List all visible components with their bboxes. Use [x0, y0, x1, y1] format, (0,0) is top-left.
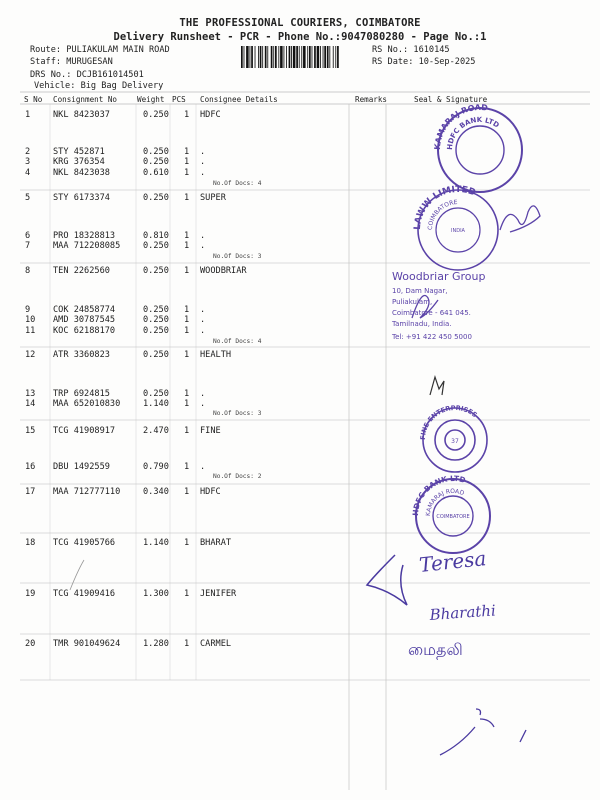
fine-stamp-text: FINE ENTERPRISES — [418, 403, 479, 441]
row-sno: 6 — [25, 231, 31, 241]
row-sno: 15 — [25, 426, 36, 436]
svg-text:Tel: +91 422 450 5000: Tel: +91 422 450 5000 — [392, 333, 472, 341]
row-pcs: 1 — [184, 350, 190, 360]
signature-row-12 — [430, 377, 444, 395]
row-weight: 0.810 — [143, 231, 169, 241]
row-weight: 2.470 — [143, 426, 169, 436]
row-sno: 14 — [25, 399, 36, 409]
handwritten-date — [440, 709, 494, 755]
row-weight: 0.790 — [143, 462, 169, 472]
row-weight: 0.250 — [143, 110, 169, 120]
row-pcs: 1 — [184, 168, 190, 178]
row-weight: 0.250 — [143, 241, 169, 251]
hdfc-stamp-2-text-inner: KAMARAJ ROAD — [424, 487, 466, 517]
row-pcs: 1 — [184, 315, 190, 325]
row-weight: 0.250 — [143, 305, 169, 315]
row-sno: 11 — [25, 326, 36, 336]
row-consignee: . — [200, 231, 206, 241]
row-sno: 17 — [25, 487, 36, 497]
row-pcs: 1 — [184, 389, 190, 399]
row-weight: 0.250 — [143, 266, 169, 276]
row-consignee: . — [200, 305, 206, 315]
row-consignee: . — [200, 241, 206, 251]
row-consignee: . — [200, 147, 206, 157]
row-pcs: 1 — [184, 147, 190, 157]
row-sno: 13 — [25, 389, 36, 399]
row-consignment: STY 452871 — [53, 147, 105, 157]
signature-row-19: Bharathi — [429, 601, 497, 624]
row-weight: 1.280 — [143, 639, 169, 649]
laww-stamp-text-inner: COIMBATORE — [426, 198, 458, 231]
col-sno: S No — [24, 95, 43, 104]
woodbriar-stamp-name: Woodbriar Group — [392, 270, 486, 283]
row-consignee: JENIFER — [200, 589, 237, 599]
row-pcs: 1 — [184, 538, 190, 548]
row-pcs: 1 — [184, 193, 190, 203]
row-consignment: NKL 8423038 — [53, 168, 110, 178]
row-pcs: 1 — [184, 399, 190, 409]
row-weight: 0.250 — [143, 147, 169, 157]
signature-row-18: Teresa — [418, 546, 488, 577]
row-consignee: BHARAT — [200, 538, 232, 548]
drs-label: DRS No.: DCJB161014501 — [30, 70, 144, 80]
row-consignment: KOC 62188170 — [53, 326, 116, 336]
doc-count: No.Of Docs: 3 — [213, 410, 262, 417]
svg-text:Coimbatore - 641 045.: Coimbatore - 641 045. — [392, 309, 471, 317]
row-consignee: . — [200, 168, 206, 178]
row-sno: 8 — [25, 266, 31, 276]
row-consignee: HDFC — [200, 487, 221, 497]
col-seal: Seal & Signature — [414, 95, 488, 104]
row-pcs: 1 — [184, 639, 190, 649]
row-sno: 5 — [25, 193, 31, 203]
row-weight: 1.140 — [143, 538, 169, 548]
row-consignee: . — [200, 315, 206, 325]
row-weight: 0.250 — [143, 193, 169, 203]
row-pcs: 1 — [184, 241, 190, 251]
row-sno: 2 — [25, 147, 31, 157]
row-consignment: KRG 376354 — [53, 157, 105, 167]
hdfc-stamp-2-center: COIMBATORE — [436, 514, 470, 520]
row-consignee: . — [200, 462, 206, 472]
route-label: Route: PULIAKULAM MAIN ROAD — [30, 45, 170, 55]
col-weight: Weight — [137, 95, 165, 104]
row-consignment: TMR 901049624 — [53, 639, 121, 649]
svg-text:Tamilnadu, India.: Tamilnadu, India. — [392, 320, 452, 328]
row-consignment: TCG 41908917 — [53, 426, 116, 436]
hdfc-stamp-1-text-inner: HDFC BANK LTD — [445, 115, 501, 151]
row-weight: 0.250 — [143, 389, 169, 399]
vehicle-label: Vehicle: Big Bag Delivery — [34, 81, 164, 91]
laww-stamp-text-outer: LAWW LIMITED — [412, 184, 477, 231]
col-remarks: Remarks — [355, 95, 388, 104]
doc-count: No.Of Docs: 4 — [213, 338, 262, 345]
fine-stamp-center: 37 — [451, 438, 459, 445]
rs-date: RS Date: 10-Sep-2025 — [372, 57, 476, 67]
row-sno: 4 — [25, 168, 31, 178]
row-consignment: TRP 6924815 — [53, 389, 110, 399]
signature-row-5 — [500, 206, 540, 232]
staff-label: Staff: MURUGESAN — [30, 57, 113, 67]
row-pcs: 1 — [184, 487, 190, 497]
row-consignment: DBU 1492559 — [53, 462, 110, 472]
signature-row-18-flourish — [367, 555, 407, 605]
hdfc-stamp-2-text-outer: HDFC BANK LTD — [410, 473, 467, 517]
row-pcs: 1 — [184, 462, 190, 472]
rs-number: RS No.: 1610145 — [372, 45, 450, 55]
row-pcs: 1 — [184, 426, 190, 436]
row-sno: 18 — [25, 538, 36, 548]
runsheet-subtitle: Delivery Runsheet - PCR - Phone No.:9047080280 - Page No.:1 — [113, 31, 487, 43]
row-consignment: AMD 30787545 — [53, 315, 116, 325]
row-sno: 12 — [25, 350, 36, 360]
row-sno: 1 — [25, 110, 31, 120]
row-consignee: FINE — [200, 426, 221, 436]
row-consignment: COK 24858774 — [53, 305, 116, 315]
signature-row-20: மைதலி — [408, 640, 463, 659]
row-consignment: TCG 41909416 — [53, 589, 116, 599]
row-pcs: 1 — [184, 266, 190, 276]
row-consignee: CARMEL — [200, 639, 232, 649]
row-sno: 3 — [25, 157, 31, 167]
col-consignment: Consignment No — [53, 95, 118, 104]
row-pcs: 1 — [184, 231, 190, 241]
doc-count: No.Of Docs: 4 — [213, 180, 262, 187]
row-sno: 7 — [25, 241, 31, 251]
row-sno: 9 — [25, 305, 31, 315]
row-weight: 1.140 — [143, 399, 169, 409]
row-consignment: ATR 3360823 — [53, 350, 110, 360]
row-pcs: 1 — [184, 326, 190, 336]
row-consignment: NKL 8423037 — [53, 110, 110, 120]
row-consignee: HEALTH — [200, 350, 232, 360]
row-weight: 0.340 — [143, 487, 169, 497]
row-consignment: TEN 2262560 — [53, 266, 110, 276]
row-weight: 0.250 — [143, 326, 169, 336]
row-consignee: SUPER — [200, 193, 226, 203]
row-pcs: 1 — [184, 157, 190, 167]
row-pcs: 1 — [184, 110, 190, 120]
row-consignee: . — [200, 326, 206, 336]
row-sno: 19 — [25, 589, 36, 599]
laww-stamp-center: INDIA — [451, 228, 465, 234]
row-weight: 0.250 — [143, 157, 169, 167]
row-consignee: . — [200, 389, 206, 399]
row-consignee: . — [200, 157, 206, 167]
col-consignee: Consignee Details — [200, 95, 278, 104]
row-consignee: . — [200, 399, 206, 409]
hdfc-stamp-1-text-outer: KAMARAJ ROAD — [432, 102, 489, 151]
doc-count: No.Of Docs: 3 — [213, 253, 262, 260]
row-sno: 16 — [25, 462, 36, 472]
row-consignment: TCG 41905766 — [53, 538, 116, 548]
row-pcs: 1 — [184, 589, 190, 599]
row-consignment: MAA 652010830 — [53, 399, 121, 409]
row-sno: 20 — [25, 639, 36, 649]
svg-text:Puliakulam,: Puliakulam, — [392, 298, 433, 306]
row-weight: 0.610 — [143, 168, 169, 178]
row-consignment: MAA 712777110 — [53, 487, 121, 497]
row-pcs: 1 — [184, 305, 190, 315]
row-weight: 0.250 — [143, 315, 169, 325]
col-pcs: PCS — [172, 95, 186, 104]
row-sno: 10 — [25, 315, 36, 325]
row-consignment: MAA 712208085 — [53, 241, 121, 251]
row-consignee: WOODBRIAR — [200, 266, 247, 276]
row-consignment: PRO 18328813 — [53, 231, 116, 241]
row-consignee: HDFC — [200, 110, 221, 120]
row-weight: 1.300 — [143, 589, 169, 599]
company-title: THE PROFESSIONAL COURIERS, COIMBATORE — [179, 17, 421, 29]
row-weight: 0.250 — [143, 350, 169, 360]
svg-text:10, Dam Nagar,: 10, Dam Nagar, — [392, 287, 448, 295]
doc-count: No.Of Docs: 2 — [213, 473, 262, 480]
row-consignment: STY 6173374 — [53, 193, 110, 203]
